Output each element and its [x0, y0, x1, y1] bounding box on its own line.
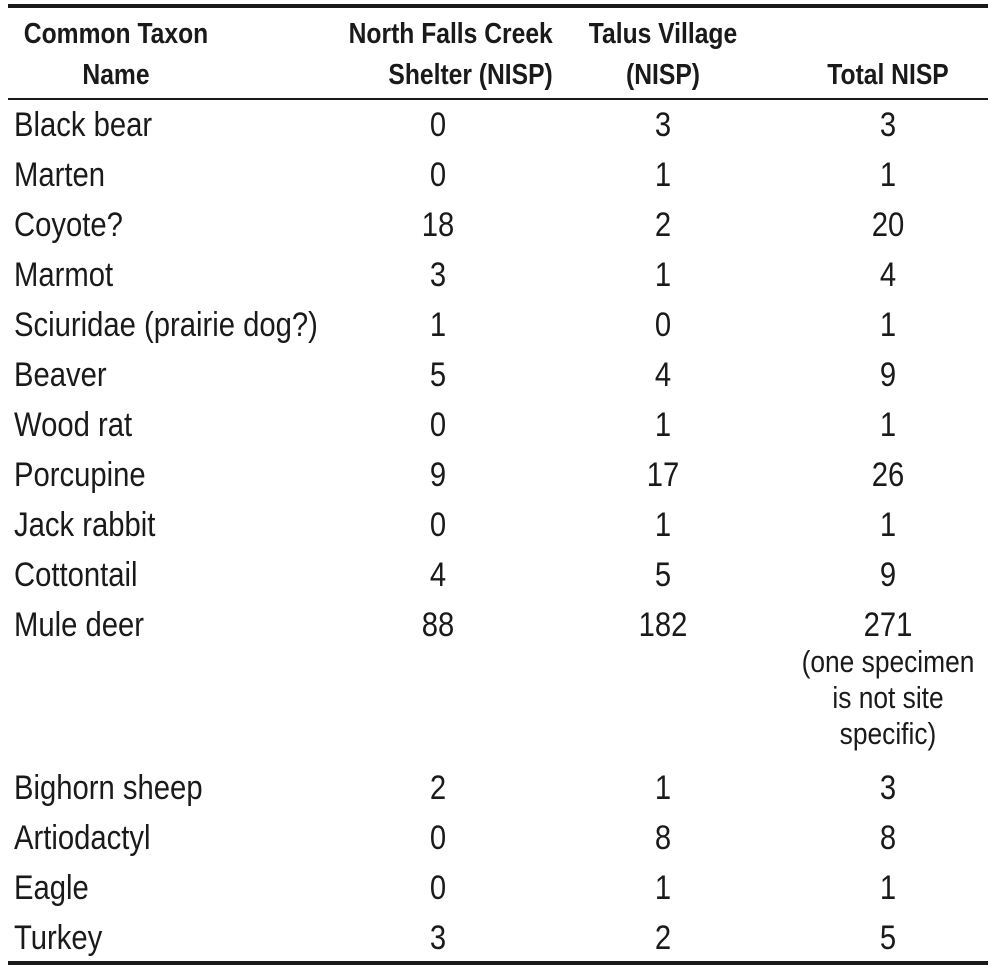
header-line: North Falls Creek [348, 18, 553, 50]
table-row [0, 500, 1004, 550]
nfcs-cell: 9 [429, 456, 447, 494]
table-row [0, 250, 1004, 300]
talus-village-cell: 8 [654, 819, 672, 857]
table-row [0, 913, 1004, 963]
nfcs-cell: 3 [429, 919, 447, 957]
taxon-cell: Marten [14, 156, 106, 194]
total-note-line: specific) [839, 716, 937, 751]
header-common-taxon-name [14, 14, 218, 96]
talus-village-cell: 1 [654, 156, 672, 194]
taxon-cell: Beaver [14, 356, 107, 394]
talus-village-cell: 1 [654, 769, 672, 807]
total-cell: 8 [879, 819, 897, 857]
total-cell: 3 [879, 769, 897, 807]
total-cell: 271 [863, 606, 913, 644]
table-bottom-rule [8, 961, 988, 965]
talus-village-cell: 1 [654, 506, 672, 544]
taxon-cell: Turkey [14, 919, 103, 957]
table-row [0, 763, 1004, 813]
nfcs-cell: 0 [429, 869, 447, 907]
header-north-falls-creek [323, 14, 553, 96]
table-body [0, 100, 1004, 963]
total-cell: 1 [879, 506, 897, 544]
total-note-line: is not site [832, 680, 944, 715]
table-row [0, 200, 1004, 250]
table-row [0, 600, 1004, 763]
taxon-cell: Black bear [14, 106, 153, 144]
table-row [0, 450, 1004, 500]
talus-village-cell: 1 [654, 869, 672, 907]
talus-village-cell: 182 [638, 606, 688, 644]
total-cell: 1 [879, 156, 897, 194]
taxon-cell: Porcupine [14, 456, 146, 494]
talus-village-cell: 5 [654, 556, 672, 594]
nfcs-cell: 5 [429, 356, 447, 394]
taxon-cell: Wood rat [14, 406, 133, 444]
taxon-cell: Cottontail [14, 556, 138, 594]
nfcs-cell: 0 [429, 406, 447, 444]
nfcs-cell: 3 [429, 256, 447, 294]
header-line: Total NISP [827, 59, 949, 91]
table-row [0, 300, 1004, 350]
table-row [0, 400, 1004, 450]
taxon-cell: Jack rabbit [14, 506, 156, 544]
header-line: Talus Village [588, 18, 738, 50]
header-line: Common Taxon [23, 18, 209, 50]
talus-village-cell: 1 [654, 406, 672, 444]
table-row [0, 550, 1004, 600]
talus-village-cell: 3 [654, 106, 672, 144]
total-cell: 4 [879, 256, 897, 294]
nfcs-cell: 1 [429, 306, 447, 344]
taxon-cell: Mule deer [14, 606, 145, 644]
table-row [0, 863, 1004, 913]
table-row [0, 150, 1004, 200]
total-cell: 1 [879, 869, 897, 907]
total-cell: 9 [879, 556, 897, 594]
header-line: Name [82, 59, 150, 91]
talus-village-cell: 0 [654, 306, 672, 344]
taxon-cell: Artiodactyl [14, 819, 151, 857]
total-cell: 9 [879, 356, 897, 394]
nfcs-cell: 88 [421, 606, 455, 644]
total-note-line: (one specimen [801, 644, 975, 679]
talus-village-cell: 2 [654, 206, 672, 244]
table-row [0, 813, 1004, 863]
talus-village-cell: 4 [654, 356, 672, 394]
taxon-cell: Sciuridae (prairie dog?) [14, 306, 318, 344]
total-cell: 5 [879, 919, 897, 957]
table-row [0, 100, 1004, 150]
total-cell: 20 [871, 206, 905, 244]
nfcs-cell: 0 [429, 506, 447, 544]
taxon-cell: Coyote? [14, 206, 123, 244]
total-note [786, 644, 990, 752]
table-row [0, 350, 1004, 400]
total-cell: 3 [879, 106, 897, 144]
nfcs-cell: 4 [429, 556, 447, 594]
nfcs-cell: 18 [421, 206, 455, 244]
talus-village-cell: 17 [646, 456, 680, 494]
header-talus-village [570, 14, 757, 96]
nfcs-cell: 2 [429, 769, 447, 807]
talus-village-cell: 1 [654, 256, 672, 294]
header-line: Shelter (NISP) [388, 59, 553, 91]
taxon-cell: Marmot [14, 256, 114, 294]
header-line: (NISP) [626, 59, 700, 91]
header-total-nisp [795, 55, 982, 96]
talus-village-cell: 2 [654, 919, 672, 957]
total-cell: 26 [871, 456, 905, 494]
nfcs-cell: 0 [429, 819, 447, 857]
taxon-cell: Bighorn sheep [14, 769, 203, 807]
total-cell: 1 [879, 306, 897, 344]
table-top-rule [8, 4, 988, 8]
taxon-cell: Eagle [14, 869, 89, 907]
total-cell: 1 [879, 406, 897, 444]
nfcs-cell: 0 [429, 106, 447, 144]
nfcs-cell: 0 [429, 156, 447, 194]
